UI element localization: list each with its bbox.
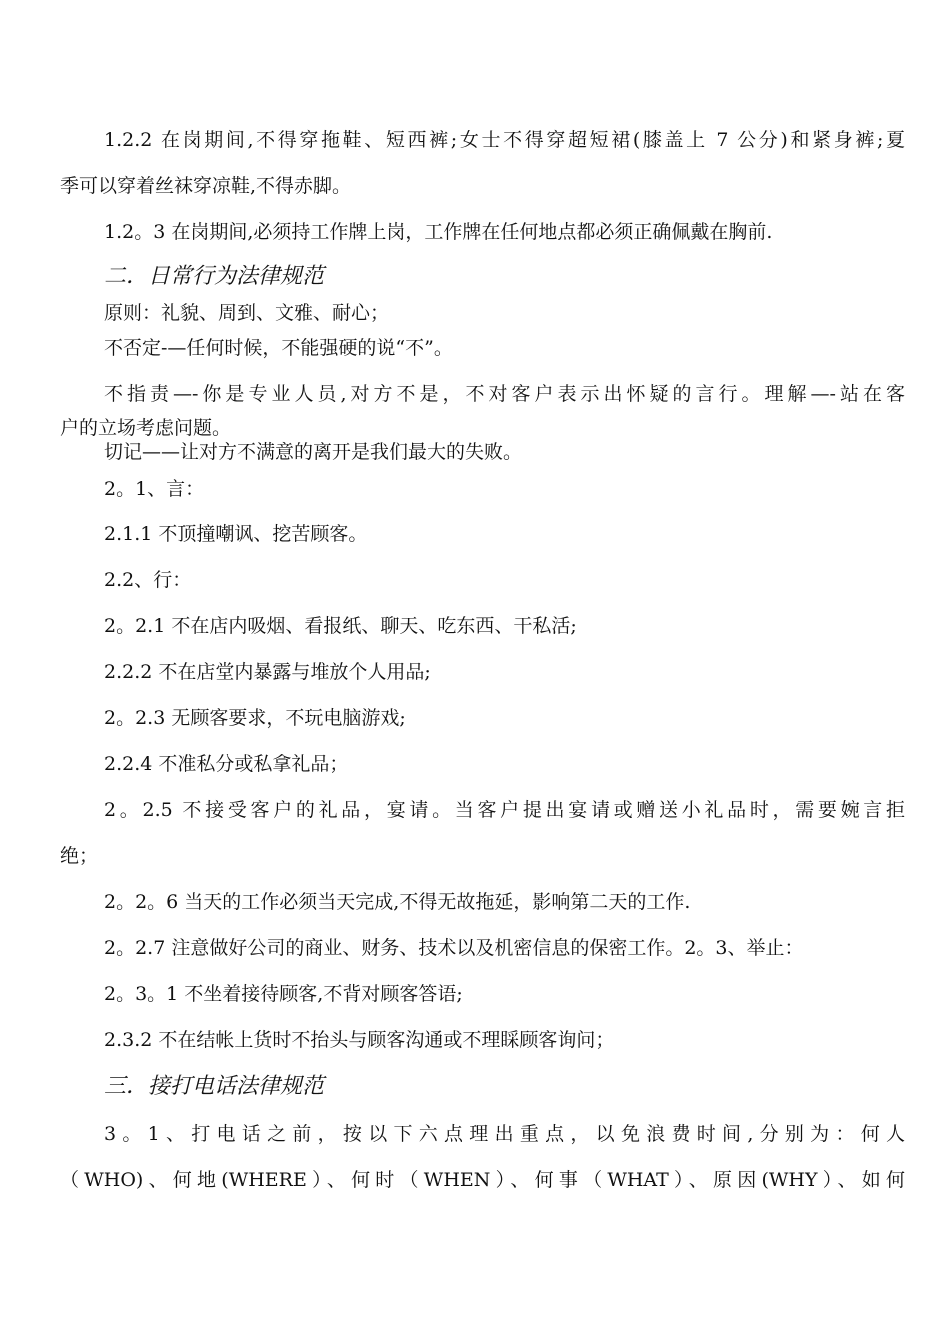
item-2-1-1: 2.1.1 不顶撞嘲讽、挖苦顾客。 bbox=[104, 523, 368, 545]
item-2-2: 2.2、行： bbox=[104, 569, 192, 591]
paragraph-no-blame-line-2: 户的立场考虑问题。 bbox=[60, 417, 232, 439]
item-3-1-line-2: （WHO)、何地(WHERE）、何时（WHEN）、何事（WHAT）、原因(WHY）、如何 bbox=[60, 1169, 905, 1191]
item-2-2-4: 2.2.4 不准私分或私拿礼品； bbox=[104, 753, 349, 775]
item-3-1-line-1: 3。1、打电话之前，按以下六点理出重点，以免浪费时间,分别为：何人 bbox=[104, 1123, 905, 1145]
item-2-3-1: 2。3。1 不坐着接待顾客,不背对顾客答语; bbox=[104, 983, 463, 1005]
item-2-2-7: 2。2.7 注意做好公司的商业、财务、技术以及机密信息的保密工作。2。3、举止： bbox=[104, 937, 804, 959]
section-heading-daily-conduct: 二．日常行为法律规范 bbox=[104, 264, 325, 289]
item-2-3-2: 2.3.2 不在结帐上货时不抬头与顾客沟通或不理睬顾客询问； bbox=[104, 1029, 615, 1051]
paragraph-1-2-2-line-2: 季可以穿着丝袜穿凉鞋,不得赤脚。 bbox=[60, 175, 352, 197]
paragraph-principle: 原则：礼貌、周到、文雅、耐心； bbox=[104, 302, 390, 324]
paragraph-no-deny: 不否定-—任何时候，不能强硬的说“不”。 bbox=[104, 337, 453, 359]
paragraph-no-blame-line-1: 不指责—-你是专业人员,对方不是，不对客户表示出怀疑的言行。理解—-站在客 bbox=[104, 383, 905, 405]
paragraph-1-2-3: 1.2。3 在岗期间,必须持工作牌上岗，工作牌在任何地点都必须正确佩戴在胸前. bbox=[104, 221, 773, 243]
item-2-1: 2。1、言： bbox=[104, 478, 205, 500]
item-2-2-5-line-2: 绝； bbox=[60, 845, 99, 867]
paragraph-remember: 切记——让对方不满意的离开是我们最大的失败。 bbox=[104, 441, 523, 463]
item-2-2-2: 2.2.2 不在店堂内暴露与堆放个人用品; bbox=[104, 661, 431, 683]
item-2-2-3: 2。2.3 无顾客要求，不玩电脑游戏; bbox=[104, 707, 406, 729]
item-2-2-1: 2。2.1 不在店内吸烟、看报纸、聊天、吃东西、干私活; bbox=[104, 615, 577, 637]
paragraph-1-2-2-line-1: 1.2.2 在岗期间,不得穿拖鞋、短西裤;女士不得穿超短裙(膝盖上 7 公分)和紧身裤;夏 bbox=[104, 129, 905, 151]
section-heading-phone-conduct: 三．接打电话法律规范 bbox=[104, 1074, 325, 1099]
item-2-2-5-line-1: 2。2.5 不接受客户的礼品，宴请。当客户提出宴请或赠送小礼品时，需要婉言拒 bbox=[104, 799, 905, 821]
item-2-2-6: 2。2。6 当天的工作必须当天完成,不得无故拖延，影响第二天的工作. bbox=[104, 891, 691, 913]
